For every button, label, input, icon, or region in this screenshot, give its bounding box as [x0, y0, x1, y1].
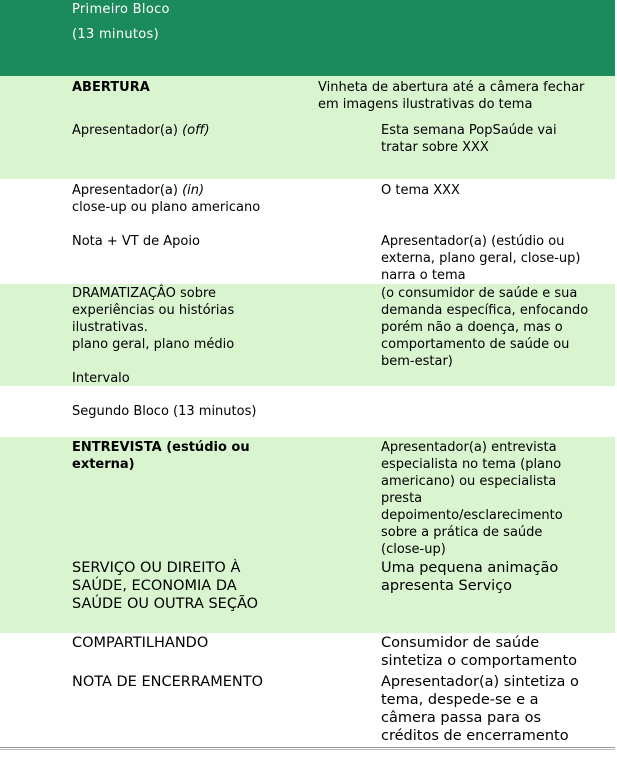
- compartilhando-label: COMPARTILHANDO: [72, 635, 209, 651]
- nota-vt-label: Nota + VT de Apoio: [72, 234, 200, 249]
- encerramento-desc-line4: créditos de encerramento: [381, 728, 569, 744]
- encerramento-desc-line2: tema, despede-se e a: [381, 692, 539, 708]
- dramatizacao-line1: DRAMATIZAÇÂO sobre: [72, 286, 216, 301]
- encerramento-label: NOTA DE ENCERRAMENTO: [72, 674, 264, 690]
- entrevista-line2: externa): [72, 457, 135, 472]
- apresentador-off-desc-line1: Esta semana PopSaúde vai: [381, 123, 557, 138]
- block-duration: (13 minutos): [72, 27, 159, 42]
- entrevista-desc-line4: presta: [381, 491, 423, 506]
- dramatizacao-line4: plano geral, plano médio: [72, 337, 235, 352]
- dramatizacao-desc-line4: comportamento de saúde ou: [381, 337, 570, 352]
- entrevista-desc-line7: (close-up): [381, 542, 446, 557]
- apresentador-in-desc: O tema XXX: [381, 183, 460, 198]
- bottom-rule: [0, 747, 615, 748]
- dramatizacao-desc-line3: porém não a doença, mas o: [381, 320, 563, 335]
- abertura-desc-line1: Vinheta de abertura até a câmera fechar: [318, 80, 585, 95]
- dramatizacao-line3: ilustrativas.: [72, 320, 148, 335]
- encerramento-desc-line3: câmera passa para os: [381, 710, 542, 726]
- apresentador-off-label: [72, 122, 210, 139]
- entrevista-desc-line5: depoimento/esclarecimento: [381, 508, 563, 523]
- servico-line1: SERVIÇO OU DIREITO À: [72, 560, 241, 576]
- dramatizacao-desc-line2: demanda específica, enfocando: [381, 303, 589, 318]
- apresentador-in-main: Apresentador(a): [72, 183, 183, 198]
- bottom-rule-shadow: [0, 749, 615, 750]
- encerramento-desc-line1: Apresentador(a) sintetiza o: [381, 674, 579, 690]
- apresentador-off-desc-line2: tratar sobre XXX: [381, 140, 489, 155]
- compartilhando-desc-line1: Consumidor de saúde: [381, 635, 540, 651]
- abertura-desc-line2: em imagens ilustrativas do tema: [318, 97, 533, 112]
- entrevista-desc-line3: americano) ou especialista: [381, 474, 557, 489]
- dramatizacao-desc-line1: (o consumidor de saúde e sua: [381, 286, 578, 301]
- apresentador-off-main: Apresentador(a): [72, 123, 183, 138]
- segundo-bloco-label: Segundo Bloco (13 minutos): [72, 404, 257, 419]
- entrevista-line1: ENTREVISTA (estúdio ou: [72, 440, 250, 455]
- intervalo-label: Intervalo: [72, 371, 130, 386]
- servico-line2: SAÚDE, ECONOMIA DA: [72, 578, 237, 594]
- apresentador-in-shot: close-up ou plano americano: [72, 200, 261, 215]
- servico-desc-line1: Uma pequena animação: [381, 560, 559, 576]
- block-title: Primeiro Bloco: [72, 2, 170, 17]
- apresentador-in-italic: (in): [182, 183, 205, 198]
- nota-vt-desc-line2: externa, plano geral, close-up): [381, 251, 581, 266]
- block-header: [0, 0, 615, 76]
- dramatizacao-desc-line5: bem-estar): [381, 354, 453, 369]
- nota-vt-desc-line1: Apresentador(a) (estúdio ou: [381, 234, 565, 249]
- abertura-label: ABERTURA: [72, 80, 150, 95]
- nota-vt-desc-line3: narra o tema: [381, 268, 466, 283]
- apresentador-off-italic: (off): [182, 123, 210, 138]
- entrevista-desc-line1: Apresentador(a) entrevista: [381, 440, 557, 455]
- entrevista-desc-line6: sobre a prática de saúde: [381, 525, 543, 540]
- dramatizacao-line2: experiências ou histórias: [72, 303, 235, 318]
- entrevista-desc-line2: especialista no tema (plano: [381, 457, 562, 472]
- apresentador-in-label: [72, 182, 204, 199]
- compartilhando-desc-line2: sintetiza o comportamento: [381, 653, 578, 669]
- servico-desc-line2: apresenta Serviço: [381, 578, 513, 594]
- servico-line3: SAÚDE OU OUTRA SEÇÃO: [72, 596, 259, 612]
